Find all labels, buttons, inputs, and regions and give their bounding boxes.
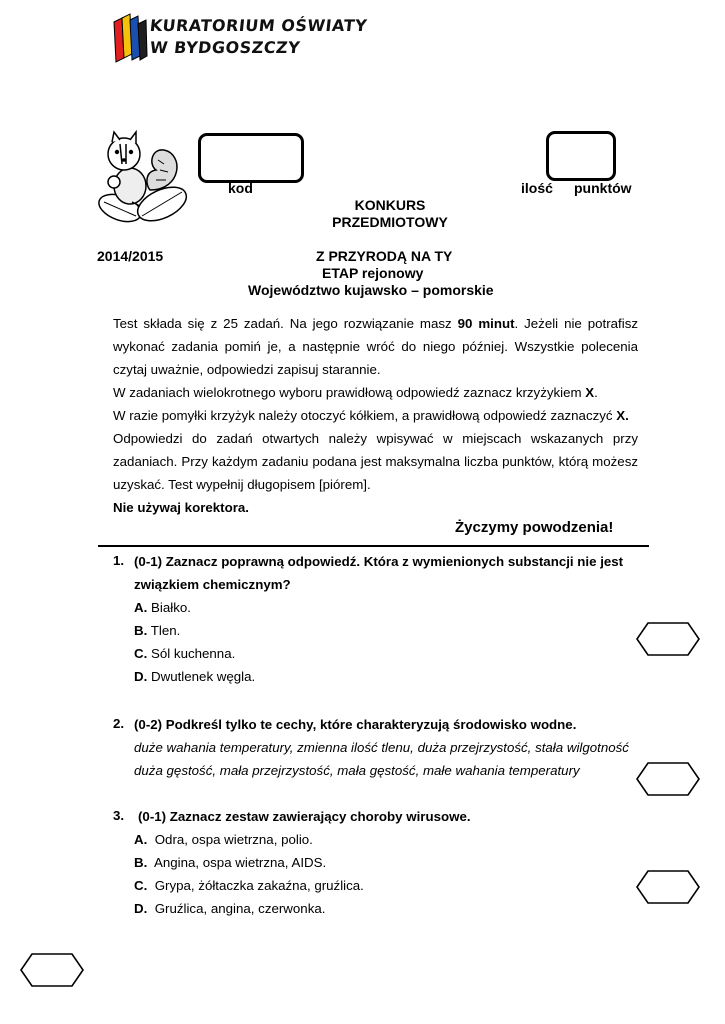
question-1-option-b[interactable]: B. Tlen. — [134, 623, 181, 638]
kuratorium-logo-icon — [110, 12, 150, 64]
divider — [98, 545, 649, 547]
code-box[interactable] — [198, 133, 304, 183]
logo-title-line2: W BYDGOSZCZY — [149, 38, 302, 57]
question-3-option-a[interactable]: A. Odra, ospa wietrzna, polio. — [134, 832, 313, 847]
question-3-option-c[interactable]: C. Grypa, żółtaczka zakaźna, gruźlica. — [134, 878, 364, 893]
points-box[interactable] — [546, 131, 616, 181]
question-1-option-d[interactable]: D. Dwutlenek węgla. — [134, 669, 256, 684]
score-hexagon-q1[interactable] — [636, 621, 700, 657]
score-hexagon-q2[interactable] — [636, 761, 700, 797]
question-1-option-a[interactable]: A. Białko. — [134, 600, 191, 615]
instructions-paragraph-3: W razie pomyłki krzyżyk należy otoczyć kółkiem, a prawidłową odpowiedź zaznaczyć X. — [113, 408, 629, 423]
question-2-number: 2. — [113, 716, 125, 731]
question-2-features-line2[interactable]: duża gęstość, mała przejrzystość, mała gęstość, małe wahania temperatury — [134, 763, 580, 778]
good-luck-wish: Życzymy powodzenia! — [455, 519, 614, 536]
title-line1: KONKURS — [354, 197, 426, 213]
competition-region: Województwo kujawsko – pomorskie — [248, 282, 494, 298]
question-3-prompt: (0-1) Zaznacz zestaw zawierający choroby wirusowe. — [138, 809, 471, 824]
competition-name: Z PRZYRODĄ NA TY — [316, 248, 453, 264]
question-1-number: 1. — [113, 553, 125, 568]
logo-title-line1: KURATORIUM OŚWIATY — [149, 16, 369, 35]
instructions-paragraph-2: W zadaniach wielokrotnego wyboru prawidłową odpowiedź zaznacz krzyżykiem X. — [113, 385, 598, 400]
points-label-1: ilość — [521, 180, 553, 196]
question-2-prompt: (0-2) Podkreśl tylko te cechy, które charakteryzują środowisko wodne. — [134, 717, 577, 732]
question-1-option-c[interactable]: C. Sól kuchenna. — [134, 646, 236, 661]
instructions-paragraph-1: Test składa się z 25 zadań. Na jego rozwiązanie masz 90 minut. Jeżeli nie potrafisz wykonać zadania pomiń je, a następnie wróć do niego później. Wszystkie polecenia czytaj uważnie, odpowiedzi zapisuj starannie. — [113, 316, 638, 377]
school-year: 2014/2015 — [97, 248, 164, 264]
instructions-paragraph-4: Odpowiedzi do zadań otwartych należy wpisywać w miejscach wskazanych przy zadaniach. Przy każdym zadaniu podana jest maksymalna liczba punktów, którą możesz uzyskać. Test wypełnij długopisem [piórem]. — [113, 431, 638, 492]
question-2-features-line1[interactable]: duże wahania temperatury, zmienna ilość tlenu, duża przejrzystość, stała wilgotność — [134, 740, 629, 755]
score-hexagon-q3[interactable] — [636, 869, 700, 905]
page-sum-hexagon[interactable] — [20, 952, 84, 988]
question-3-option-b[interactable]: B. Angina, ospa wietrzna, AIDS. — [134, 855, 327, 870]
title-line2: PRZEDMIOTOWY — [332, 214, 448, 230]
question-1-prompt: (0-1) Zaznacz poprawną odpowiedź. Która z wymienionych substancji nie jest związkiem chemicznym? — [134, 554, 624, 592]
competition-stage: ETAP rejonowy — [322, 265, 424, 281]
instructions — [113, 312, 638, 519]
question-3-number: 3. — [113, 808, 125, 823]
code-label: kod — [228, 180, 253, 196]
no-corrector-note: Nie używaj korektora. — [113, 500, 249, 515]
question-3-option-d[interactable]: D. Gruźlica, angina, czerwonka. — [134, 901, 326, 916]
squirrel-icon — [92, 130, 192, 230]
points-label-2: punktów — [574, 180, 632, 196]
